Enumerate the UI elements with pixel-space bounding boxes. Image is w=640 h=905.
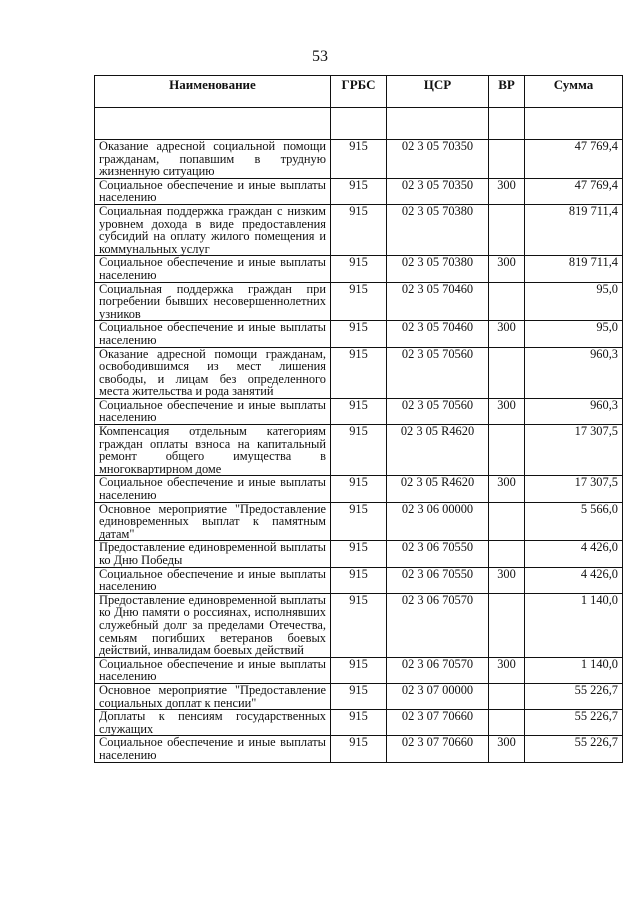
cell-vr — [489, 282, 525, 321]
budget-table — [94, 75, 623, 763]
cell-grbs: 915 — [331, 398, 387, 424]
cell-vr: 300 — [489, 567, 525, 593]
cell-vr: 300 — [489, 256, 525, 282]
table-body — [95, 108, 623, 763]
header-name: Наименование — [95, 76, 331, 108]
cell-sum: 1 140,0 — [525, 593, 623, 657]
cell-csr: 02 3 05 R4620 — [387, 476, 489, 502]
table-header-row — [95, 76, 623, 108]
page-number: 53 — [312, 48, 328, 65]
cell-csr: 02 3 06 00000 — [387, 502, 489, 541]
cell-grbs: 915 — [331, 282, 387, 321]
cell-name: Предоставление единовременной выплаты ко Дню памяти о россиянах, исполнявших служебный долг за пределами Отечества, семьям погибших ветеранов боевых действий, инвалидам боевых действий — [95, 593, 331, 657]
cell-sum: 4 426,0 — [525, 541, 623, 567]
table-row — [95, 204, 623, 255]
table-row — [95, 398, 623, 424]
cell-name: Доплаты к пенсиям государственных служащих — [95, 710, 331, 736]
cell-vr — [489, 425, 525, 476]
cell-vr: 300 — [489, 657, 525, 683]
cell-vr — [489, 204, 525, 255]
table-row — [95, 256, 623, 282]
cell-name: Основное мероприятие "Предоставление социальных доплат к пенсии" — [95, 683, 331, 709]
cell-name: Социальное обеспечение и иные выплаты населению — [95, 321, 331, 347]
table-row — [95, 476, 623, 502]
table-row — [95, 710, 623, 736]
header-vr: ВР — [489, 76, 525, 108]
cell-csr: 02 3 05 70380 — [387, 256, 489, 282]
cell-name: Социальное обеспечение и иные выплаты населению — [95, 476, 331, 502]
table-spacer-row — [95, 108, 623, 140]
cell-csr: 02 3 05 70350 — [387, 178, 489, 204]
cell-sum: 1 140,0 — [525, 657, 623, 683]
cell-csr: 02 3 07 00000 — [387, 683, 489, 709]
table-row — [95, 567, 623, 593]
cell-sum: 960,3 — [525, 398, 623, 424]
cell-grbs: 915 — [331, 140, 387, 179]
cell-sum: 47 769,4 — [525, 178, 623, 204]
cell-sum: 47 769,4 — [525, 140, 623, 179]
cell-name: Социальная поддержка граждан с низким уровнем дохода в виде предоставления субсидий на оплату жилого помещения и коммунальных услуг — [95, 204, 331, 255]
cell-name: Оказание адресной социальной помощи гражданам, попавшим в трудную жизненную ситуацию — [95, 140, 331, 179]
cell-sum: 960,3 — [525, 347, 623, 398]
cell-grbs: 915 — [331, 593, 387, 657]
cell-grbs: 915 — [331, 256, 387, 282]
table-row — [95, 541, 623, 567]
cell-csr: 02 3 07 70660 — [387, 736, 489, 762]
cell-grbs: 915 — [331, 347, 387, 398]
header-grbs: ГРБС — [331, 76, 387, 108]
cell-name: Социальная поддержка граждан при погребении бывших несовершеннолетних узников — [95, 282, 331, 321]
cell-csr: 02 3 05 70460 — [387, 282, 489, 321]
cell-sum: 4 426,0 — [525, 567, 623, 593]
cell-csr: 02 3 07 70660 — [387, 710, 489, 736]
cell-sum: 819 711,4 — [525, 256, 623, 282]
cell-sum: 55 226,7 — [525, 736, 623, 762]
cell-grbs: 915 — [331, 321, 387, 347]
cell-csr: 02 3 05 70350 — [387, 140, 489, 179]
cell-name: Социальное обеспечение и иные выплаты населению — [95, 567, 331, 593]
cell-vr — [489, 593, 525, 657]
cell-vr: 300 — [489, 321, 525, 347]
table-row — [95, 178, 623, 204]
table-row — [95, 140, 623, 179]
cell-sum: 95,0 — [525, 282, 623, 321]
cell-csr: 02 3 06 70570 — [387, 593, 489, 657]
table-row — [95, 502, 623, 541]
cell-vr — [489, 541, 525, 567]
cell-grbs: 915 — [331, 683, 387, 709]
cell-csr: 02 3 06 70550 — [387, 567, 489, 593]
table-row — [95, 683, 623, 709]
cell-grbs: 915 — [331, 567, 387, 593]
cell-sum: 5 566,0 — [525, 502, 623, 541]
cell-sum: 17 307,5 — [525, 425, 623, 476]
cell-vr — [489, 683, 525, 709]
cell-name: Социальное обеспечение и иные выплаты населению — [95, 736, 331, 762]
cell-vr — [489, 347, 525, 398]
cell-csr: 02 3 05 70560 — [387, 347, 489, 398]
table-row — [95, 657, 623, 683]
table-row — [95, 321, 623, 347]
cell-name: Социальное обеспечение и иные выплаты населению — [95, 398, 331, 424]
cell-grbs: 915 — [331, 541, 387, 567]
cell-name: Социальное обеспечение и иные выплаты населению — [95, 256, 331, 282]
cell-grbs: 915 — [331, 710, 387, 736]
cell-csr: 02 3 05 70560 — [387, 398, 489, 424]
cell-grbs: 915 — [331, 657, 387, 683]
cell-sum: 17 307,5 — [525, 476, 623, 502]
cell-name: Социальное обеспечение и иные выплаты населению — [95, 657, 331, 683]
table-row — [95, 593, 623, 657]
cell-grbs: 915 — [331, 502, 387, 541]
cell-name: Предоставление единовременной выплаты ко Дню Победы — [95, 541, 331, 567]
cell-name: Социальное обеспечение и иные выплаты населению — [95, 178, 331, 204]
cell-name: Компенсация отдельным категориям граждан оплаты взноса на капитальный ремонт общего имущества в многоквартирном доме — [95, 425, 331, 476]
header-sum: Сумма — [525, 76, 623, 108]
cell-csr: 02 3 05 R4620 — [387, 425, 489, 476]
cell-grbs: 915 — [331, 178, 387, 204]
table-row — [95, 736, 623, 762]
table-row — [95, 347, 623, 398]
cell-name: Основное мероприятие "Предоставление единовременных выплат к памятным датам" — [95, 502, 331, 541]
cell-csr: 02 3 06 70550 — [387, 541, 489, 567]
cell-vr: 300 — [489, 178, 525, 204]
cell-vr — [489, 710, 525, 736]
cell-vr — [489, 140, 525, 179]
table-row — [95, 425, 623, 476]
cell-sum: 95,0 — [525, 321, 623, 347]
header-csr: ЦСР — [387, 76, 489, 108]
cell-csr: 02 3 06 70570 — [387, 657, 489, 683]
cell-grbs: 915 — [331, 476, 387, 502]
cell-vr: 300 — [489, 736, 525, 762]
cell-csr: 02 3 05 70460 — [387, 321, 489, 347]
cell-grbs: 915 — [331, 204, 387, 255]
cell-vr — [489, 502, 525, 541]
table-row — [95, 282, 623, 321]
cell-sum: 55 226,7 — [525, 710, 623, 736]
cell-vr: 300 — [489, 476, 525, 502]
cell-csr: 02 3 05 70380 — [387, 204, 489, 255]
cell-vr: 300 — [489, 398, 525, 424]
cell-grbs: 915 — [331, 736, 387, 762]
cell-sum: 55 226,7 — [525, 683, 623, 709]
cell-name: Оказание адресной помощи гражданам, освободившимся из мест лишения свободы, и лицам без определенного места жительства и рода занятий — [95, 347, 331, 398]
cell-grbs: 915 — [331, 425, 387, 476]
cell-sum: 819 711,4 — [525, 204, 623, 255]
